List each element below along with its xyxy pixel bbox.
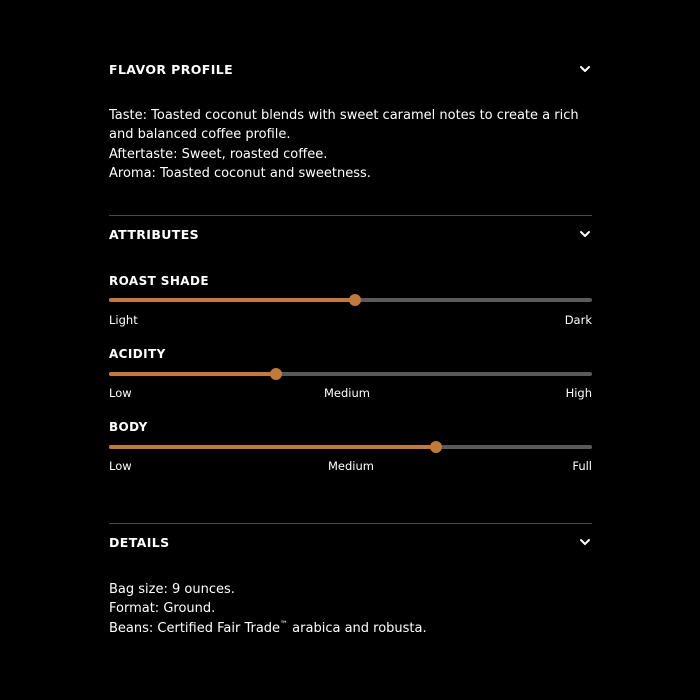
bag-size-text: Bag size: 9 ounces. — [109, 582, 235, 597]
acidity-mid-label: Medium — [324, 386, 370, 400]
acidity-low-label: Low — [109, 386, 132, 400]
body-low-label: Low — [109, 459, 132, 473]
acidity-high-label: High — [565, 386, 592, 400]
roast-shade-slider — [109, 298, 592, 302]
roast-shade-knob — [349, 294, 361, 306]
flavor-profile-content — [109, 106, 592, 183]
attributes-header[interactable] — [109, 225, 592, 245]
aftertaste-text: Aftertaste: Sweet, roasted coffee. — [109, 146, 328, 162]
divider — [109, 215, 592, 216]
roast-shade-low-label: Light — [109, 313, 138, 327]
body-fill — [109, 445, 436, 449]
format-text: Format: Ground. — [109, 601, 216, 617]
divider — [109, 523, 592, 524]
beans-prefix: Beans: Certified Fair Trade — [109, 620, 281, 636]
trademark-symbol: ™ — [280, 619, 289, 629]
acidity-knob — [270, 368, 282, 380]
chevron-down-icon[interactable] — [578, 227, 592, 241]
beans-suffix: arabica and robusta. — [288, 620, 427, 636]
details-title: DETAILS — [109, 535, 170, 550]
body-mid-label: Medium — [328, 459, 374, 473]
chevron-down-icon[interactable] — [578, 62, 592, 76]
body-label: BODY — [109, 420, 148, 434]
acidity-slider — [109, 372, 592, 376]
details-header[interactable] — [109, 533, 592, 553]
body-high-label: Full — [572, 459, 592, 473]
acidity-label: ACIDITY — [109, 347, 166, 361]
attributes-title: ATTRIBUTES — [109, 227, 200, 242]
chevron-down-icon[interactable] — [578, 535, 592, 549]
flavor-profile-header[interactable] — [109, 60, 592, 80]
aroma-text: Aroma: Toasted coconut and sweetness. — [109, 165, 371, 181]
beans-text — [109, 619, 592, 638]
roast-shade-fill — [109, 298, 355, 302]
body-slider — [109, 445, 592, 449]
roast-shade-label: ROAST SHADE — [109, 274, 209, 288]
body-knob — [430, 441, 442, 453]
flavor-profile-title: FLAVOR PROFILE — [109, 62, 234, 77]
details-content — [109, 580, 592, 638]
roast-shade-high-label: Dark — [564, 313, 592, 327]
taste-text: Taste: Toasted coconut blends with sweet caramel notes to create a rich and balanced coffee profile. — [109, 108, 579, 143]
acidity-fill — [109, 372, 276, 376]
